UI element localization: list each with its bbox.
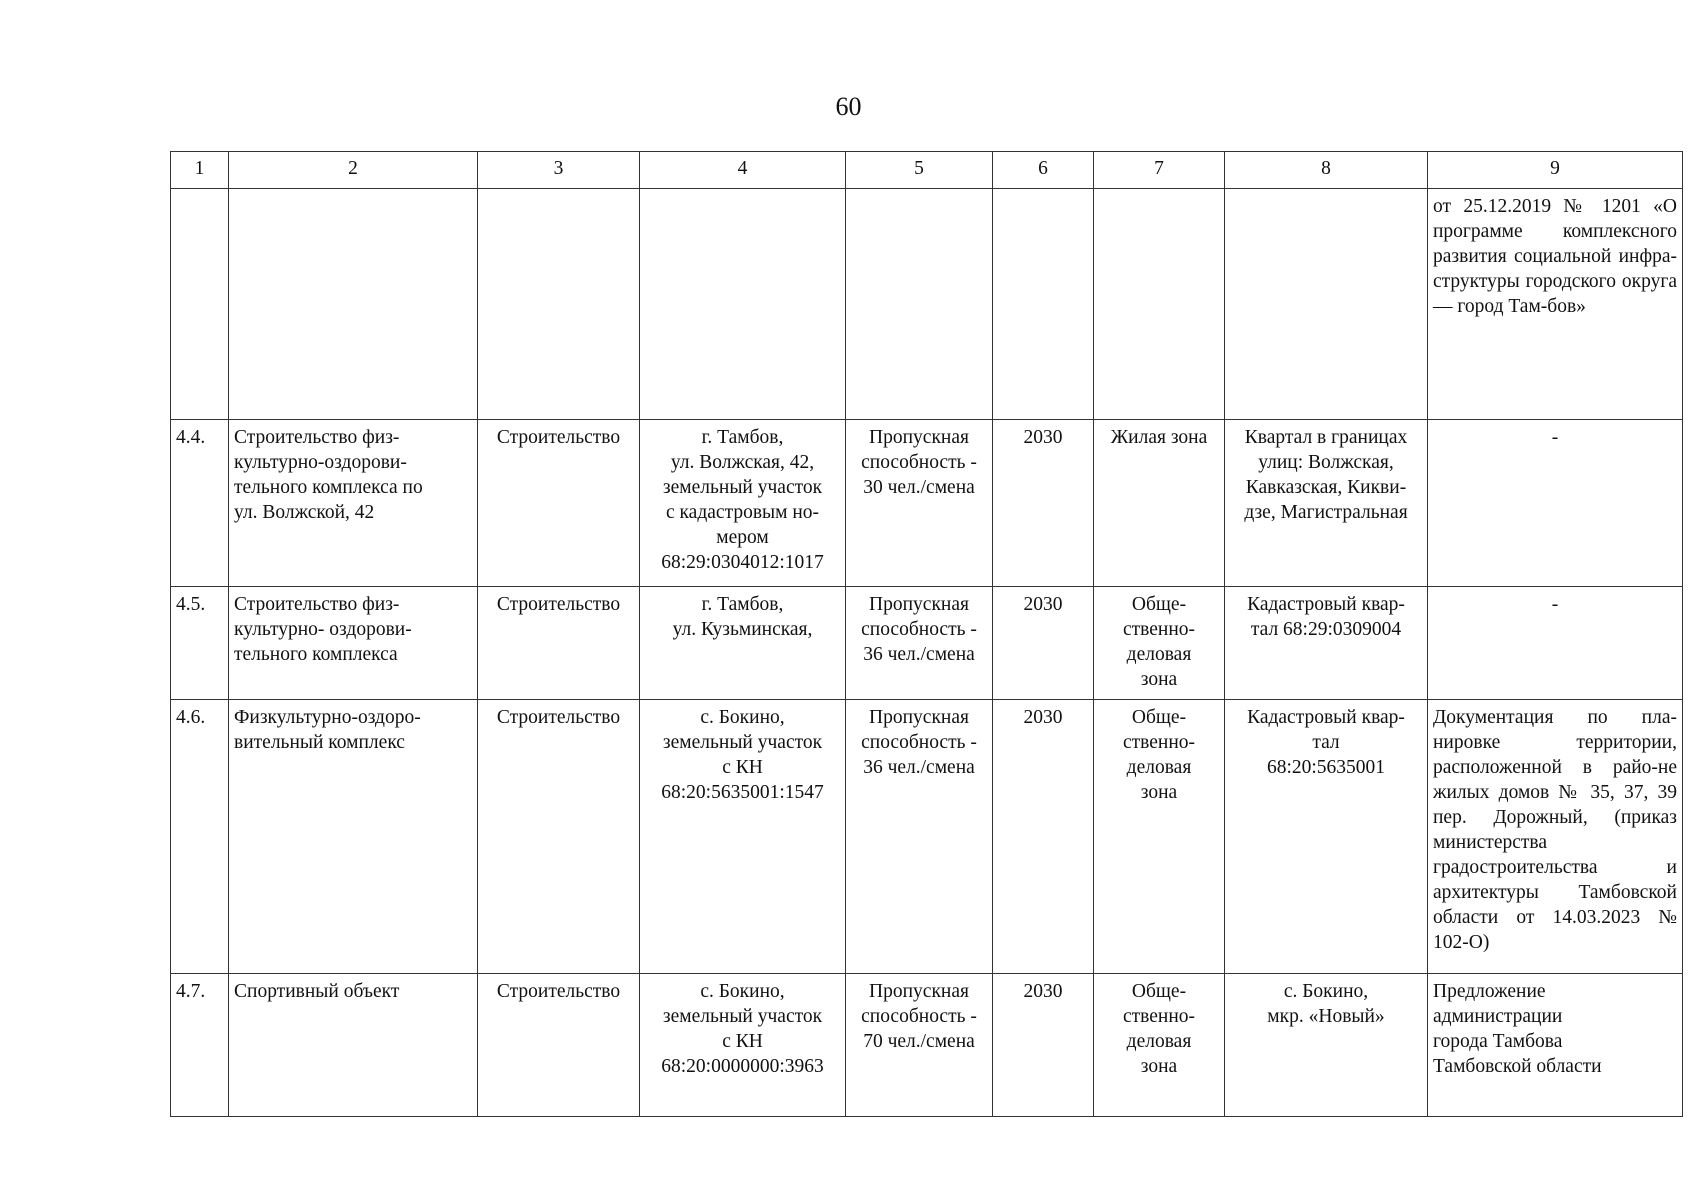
cell-zone: Обще- ственно- деловая зона	[1094, 700, 1225, 974]
cell-basis: -	[1428, 587, 1683, 700]
cell-capacity: Пропускная способность - 70 чел./смена	[846, 974, 993, 1117]
cell-year: 2030	[993, 587, 1094, 700]
cell-name: Строительство физ- культурно-оздорови- тельного комплекса по ул. Волжской, 42	[229, 420, 478, 587]
cell-basis: -	[1428, 420, 1683, 587]
cell-capacity	[846, 189, 993, 420]
cell-year: 2030	[993, 974, 1094, 1117]
cell-name: Строительство физ- культурно- оздорови- тельного комплекса	[229, 587, 478, 700]
cell-name: Спортивный объект	[229, 974, 478, 1117]
cell-type: Строительство	[478, 974, 640, 1117]
cell-location: г. Тамбов, ул. Кузьминская,	[640, 587, 846, 700]
cell-num: 4.4.	[171, 420, 229, 587]
table-row	[171, 420, 1683, 587]
cell-year: 2030	[993, 420, 1094, 587]
cell-num: 4.6.	[171, 700, 229, 974]
column-header: 7	[1094, 152, 1225, 189]
column-header: 5	[846, 152, 993, 189]
table-row	[171, 189, 1683, 420]
cell-type: Строительство	[478, 420, 640, 587]
cell-capacity: Пропускная способность - 36 чел./смена	[846, 700, 993, 974]
column-header: 4	[640, 152, 846, 189]
cell-area	[1225, 189, 1428, 420]
cell-name: Физкультурно-оздоро- вительный комплекс	[229, 700, 478, 974]
cell-basis: от 25.12.2019 № 1201 «О программе комплексного развития социальной инфра-структуры городского округа — город Там-бов»	[1428, 189, 1683, 420]
cell-basis: Документация по пла-нировке территории, расположенной в райо-не жилых домов № 35, 37, 39 пер. Дорожный, (приказ министерства градостроительства и архитектуры Тамбовской области от 14.03.2023 № 102-О)	[1428, 700, 1683, 974]
page-number: 60	[835, 92, 862, 121]
cell-location	[640, 189, 846, 420]
column-header: 6	[993, 152, 1094, 189]
cell-year: 2030	[993, 700, 1094, 974]
cell-location: с. Бокино, земельный участок с КН 68:20:5635001:1547	[640, 700, 846, 974]
cell-capacity: Пропускная способность - 30 чел./смена	[846, 420, 993, 587]
table-row	[171, 974, 1683, 1117]
column-header: 9	[1428, 152, 1683, 189]
cell-area: Кадастровый квар- тал 68:20:5635001	[1225, 700, 1428, 974]
cell-name	[229, 189, 478, 420]
cell-capacity: Пропускная способность - 36 чел./смена	[846, 587, 993, 700]
cell-num: 4.7.	[171, 974, 229, 1117]
cell-zone: Обще- ственно- деловая зона	[1094, 974, 1225, 1117]
cell-type	[478, 189, 640, 420]
table-row	[171, 587, 1683, 700]
column-header: 2	[229, 152, 478, 189]
cell-year	[993, 189, 1094, 420]
cell-basis: Предложение администрации города Тамбова Тамбовской области	[1428, 974, 1683, 1117]
document-table	[170, 151, 1683, 1117]
cell-zone	[1094, 189, 1225, 420]
column-header: 8	[1225, 152, 1428, 189]
cell-location: г. Тамбов, ул. Волжская, 42, земельный участок с кадастровым но- мером 68:29:0304012:1017	[640, 420, 846, 587]
cell-zone: Обще- ственно- деловая зона	[1094, 587, 1225, 700]
cell-num	[171, 189, 229, 420]
cell-location: с. Бокино, земельный участок с КН 68:20:0000000:3963	[640, 974, 846, 1117]
cell-area: Кадастровый квар- тал 68:29:0309004	[1225, 587, 1428, 700]
cell-type: Строительство	[478, 700, 640, 974]
cell-type: Строительство	[478, 587, 640, 700]
cell-zone: Жилая зона	[1094, 420, 1225, 587]
cell-area: с. Бокино, мкр. «Новый»	[1225, 974, 1428, 1117]
cell-num: 4.5.	[171, 587, 229, 700]
column-header: 3	[478, 152, 640, 189]
table-header-row	[171, 152, 1683, 189]
table-row	[171, 700, 1683, 974]
column-header: 1	[171, 152, 229, 189]
cell-area: Квартал в границах улиц: Волжская, Кавказская, Кикви- дзе, Магистральная	[1225, 420, 1428, 587]
